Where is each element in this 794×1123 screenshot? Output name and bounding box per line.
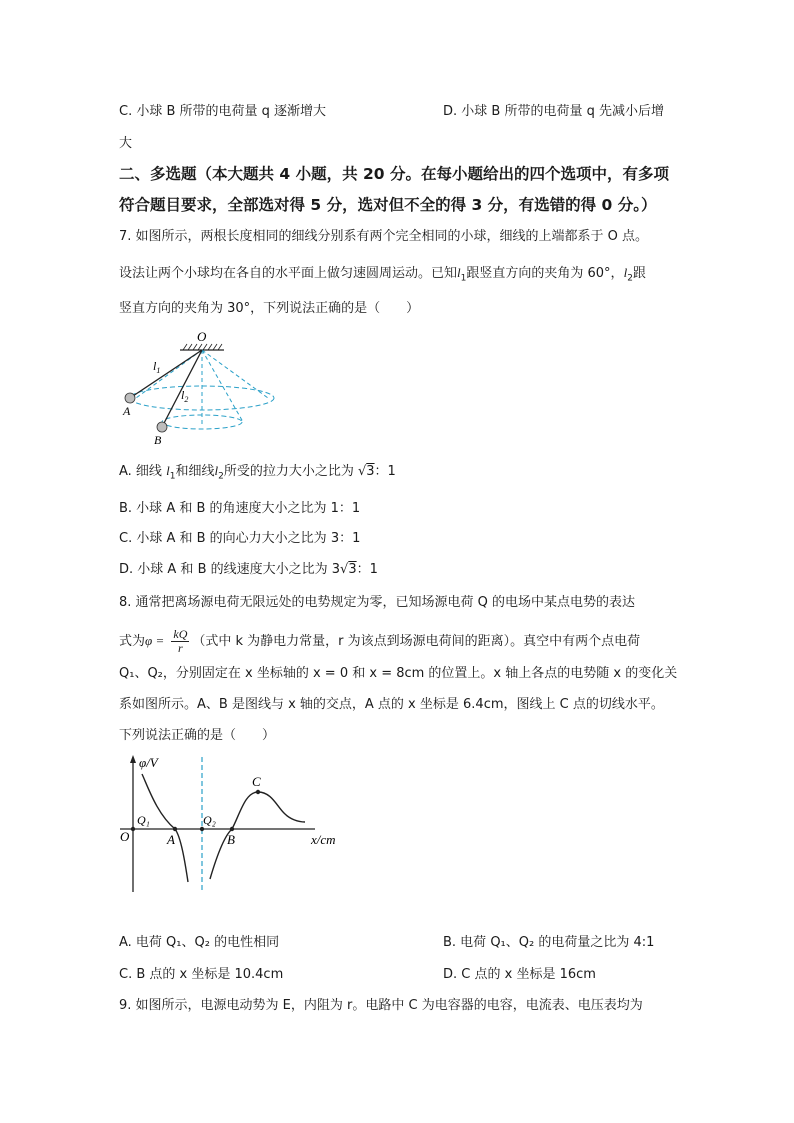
q7-option-c: C. 小球 A 和 B 的向心力大小之比为 3：1 [119, 531, 361, 546]
q7-stem-line2: 设法让两个小球均在各自的水平面上做匀速圆周运动。已知$l_1$跟竖直方向的夹角为 60°，$l_2$跟 [119, 265, 646, 284]
q8-stem-line5: 下列说法正确的是（ ） [119, 728, 276, 743]
q8-label-q1: Q₁ [137, 813, 150, 827]
q7-ball-a [125, 393, 135, 403]
q7-ball-b [157, 422, 167, 432]
q8-label-a: A [167, 832, 175, 847]
q8-label-b: B [227, 832, 235, 847]
section-header-line1: 二、多选题（本大题共 4 小题，共 20 分。在每小题给出的四个选项中，有多项 [119, 165, 669, 183]
q8-label-q2: Q₂ [203, 813, 216, 827]
q8-label-c: C [252, 774, 261, 789]
q7-pendulum-figure [118, 326, 283, 448]
q7-label-l2: $l_2$ [181, 388, 189, 404]
q8-potential-graph [115, 752, 350, 894]
q7-option-b: B. 小球 A 和 B 的角速度大小之比为 1：1 [119, 501, 361, 516]
q7-label-a: A [123, 404, 131, 418]
q8-option-d: D. C 点的 x 坐标是 16cm [443, 967, 596, 982]
q8-x-axis-label: x/cm [311, 832, 336, 847]
q7-option-a: A. 细线 $l_1$和细线$l_2$所受的拉力大小之比为 √3：1 [119, 463, 396, 482]
q7-label-b: B [154, 433, 162, 447]
prev-option-c: C. 小球 B 所带的电荷量 q 逐渐增大 [119, 104, 327, 119]
q8-option-a: A. 电荷 Q₁、Q₂ 的电性相同 [119, 935, 280, 950]
q8-stem-line3: Q₁、Q₂，分别固定在 x 坐标轴的 x = 0 和 x = 8cm 的位置上。x 轴上各点的电势随 x 的变化关 [119, 666, 678, 681]
q7-stem-line3: 竖直方向的夹角为 30°，下列说法正确的是（ ） [119, 301, 420, 316]
q8-option-b: B. 电荷 Q₁、Q₂ 的电荷量之比为 4:1 [443, 935, 655, 950]
q8-stem-line1: 8. 通常把离场源电荷无限远处的电势规定为零，已知场源电荷 Q 的电场中某点电势的表达 [119, 595, 636, 610]
q7-stem-line1: 7. 如图所示，两根长度相同的细线分别系有两个完全相同的小球，细线的上端都系于 O 点。 [119, 229, 649, 244]
prev-option-d: D. 小球 B 所带的电荷量 q 先减小后增 [443, 104, 664, 119]
q8-y-axis-label: φ/V [139, 755, 158, 770]
q7-label-o: O [197, 329, 207, 344]
q8-option-c: C. B 点的 x 坐标是 10.4cm [119, 967, 284, 982]
prev-option-d-wrap: 大 [119, 136, 133, 151]
q9-stem-line1: 9. 如图所示，电源电动势为 E，内阻为 r。电路中 C 为电容器的电容，电流表、电压表均为 [119, 998, 643, 1013]
q8-label-o: O [120, 829, 130, 844]
q8-stem-line2: 式为φ = $\frac{kQ}{r}$ （式中 k 为静电力常量，r 为该点到场源电荷间的距离）。真空中有两个点电荷 [119, 627, 641, 655]
q7-option-d: D. 小球 A 和 B 的线速度大小之比为 3√3：1 [119, 562, 378, 577]
q7-label-l1: $l_1$ [153, 359, 161, 375]
q8-stem-line4: 系如图所示。A、B 是图线与 x 轴的交点，A 点的 x 坐标是 6.4cm，图线上 C 点的切线水平。 [119, 697, 664, 712]
section-header-line2: 符合题目要求，全部选对得 5 分，选对但不全的得 3 分，有选错的得 0 分。） [119, 196, 657, 214]
